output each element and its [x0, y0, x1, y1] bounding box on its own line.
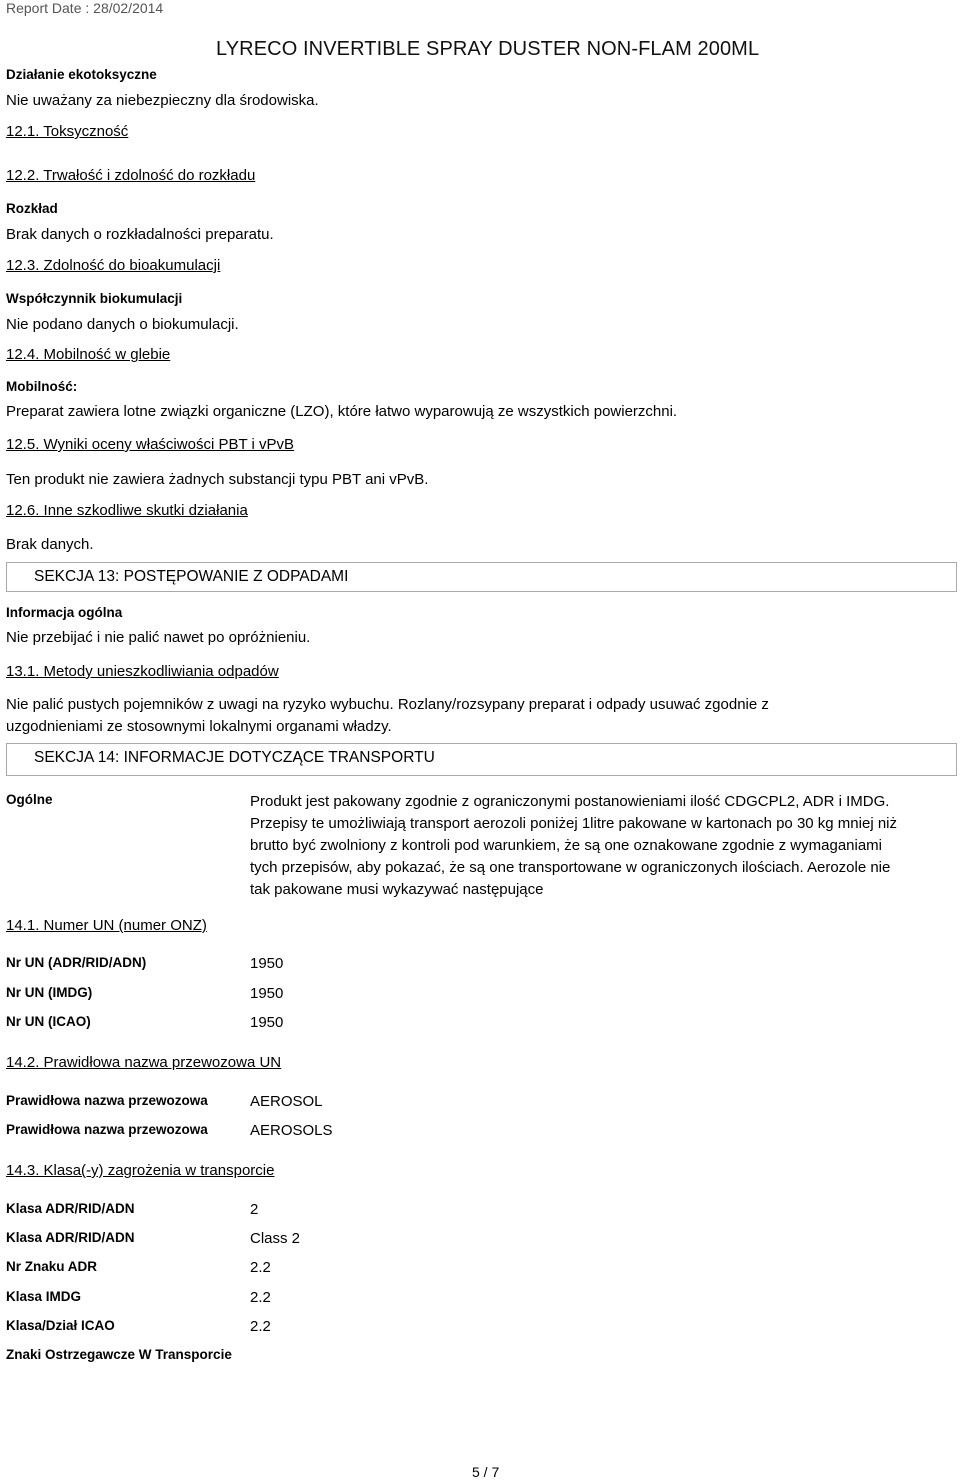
un-row-value: 1950	[250, 1014, 284, 1031]
hazard-class-value: 2.2	[250, 1318, 271, 1335]
un-row-label: Nr UN (ADR/RID/ADN)	[6, 955, 147, 970]
rozklad-text: Brak danych o rozkładalności preparatu.	[6, 226, 274, 243]
hazard-class-label: Znaki Ostrzegawcze W Transporcie	[6, 1347, 232, 1362]
hazard-class-label: Klasa IMDG	[6, 1289, 82, 1304]
un-row-value: 1950	[250, 955, 284, 972]
un-row-value: 1950	[250, 985, 284, 1002]
section-13-header	[6, 562, 957, 592]
report-date: Report Date : 28/02/2014	[6, 0, 164, 16]
heading-12-2: 12.2. Trwałość i zdolność do rozkładu	[6, 167, 256, 184]
shipping-name-value: AEROSOLS	[250, 1122, 333, 1139]
heading-12-3: 12.3. Zdolność do bioakumulacji	[6, 257, 221, 274]
mobility-text: Preparat zawiera lotne związki organiczne (LZO), które łatwo wyparowują ze wszystkich powierzchni.	[6, 403, 678, 420]
waste-general-label: Informacja ogólna	[6, 605, 123, 620]
transport-general-label: Ogólne	[6, 792, 53, 807]
other-effects-text: Brak danych.	[6, 536, 94, 553]
hazard-class-value: 2	[250, 1201, 259, 1218]
un-row-label: Nr UN (ICAO)	[6, 1014, 91, 1029]
transport-general-text: Produkt jest pakowany zgodnie z ograniczonymi postanowieniami ilość CDGCPL2, ADR i IMDG. Przepisy te umożliwiają transport aerozoli poniżej 1litre pakowane w kartonach po 30 kg mniej niż brutto być zwolniony z kontroli pod warunkiem, że są one oznakowane zgodnie z wymaganiami tych przepisów, aby pokazać, że są one transportowane w ograniczonych ilościach. Aerozole nie tak pakowane musi wykazywać następujące	[250, 793, 897, 898]
heading-13-1: 13.1. Metody unieszkodliwiania odpadów	[6, 663, 279, 680]
pbt-text: Ten produkt nie zawiera żadnych substancji typu PBT ani vPvB.	[6, 471, 429, 488]
ecotox-text: Nie uważany za niebezpieczny dla środowiska.	[6, 92, 319, 109]
hazard-class-label: Klasa/Dział ICAO	[6, 1318, 115, 1333]
mobility-label: Mobilność:	[6, 379, 78, 394]
shipping-name-value: AEROSOL	[250, 1093, 323, 1110]
hazard-class-label: Klasa ADR/RID/ADN	[6, 1230, 135, 1245]
heading-12-1: 12.1. Toksyczność	[6, 123, 129, 140]
shipping-name-label: Prawidłowa nazwa przewozowa	[6, 1122, 208, 1137]
section-14-title: SEKCJA 14: INFORMACJE DOTYCZĄCE TRANSPORTU	[34, 749, 435, 766]
heading-14-3: 14.3. Klasa(-y) zagrożenia w transporcie	[6, 1162, 275, 1179]
hazard-class-value: 2.2	[250, 1259, 271, 1276]
waste-general-text: Nie przebijać i nie palić nawet po opróżnieniu.	[6, 629, 311, 646]
document-title: LYRECO INVERTIBLE SPRAY DUSTER NON-FLAM 200ML	[216, 38, 760, 60]
heading-14-1: 14.1. Numer UN (numer ONZ)	[6, 917, 207, 934]
heading-12-4: 12.4. Mobilność w glebie	[6, 346, 171, 363]
bio-label: Współczynnik biokumulacji	[6, 291, 183, 306]
heading-14-2: 14.2. Prawidłowa nazwa przewozowa UN	[6, 1054, 282, 1071]
section-14-header	[6, 743, 957, 776]
section-13-title: SEKCJA 13: POSTĘPOWANIE Z ODPADAMI	[34, 568, 349, 585]
hazard-class-value: 2.2	[250, 1289, 271, 1306]
ecotox-label: Działanie ekotoksyczne	[6, 67, 157, 82]
rozklad-label: Rozkład	[6, 201, 58, 216]
hazard-class-value: Class 2	[250, 1230, 301, 1247]
bio-text: Nie podano danych o biokumulacji.	[6, 316, 239, 333]
heading-12-5: 12.5. Wyniki oceny właściwości PBT i vPvB	[6, 436, 295, 453]
page-number: 5 / 7	[472, 1464, 500, 1480]
hazard-class-label: Nr Znaku ADR	[6, 1259, 98, 1274]
hazard-class-label: Klasa ADR/RID/ADN	[6, 1201, 135, 1216]
heading-12-6: 12.6. Inne szkodliwe skutki działania	[6, 502, 248, 519]
waste-methods-text: Nie palić pustych pojemników z uwagi na ryzyko wybuchu. Rozlany/rozsypany preparat i odpady usuwać zgodnie z uzgodnieniami ze stosownymi lokalnymi organami władzy.	[6, 696, 769, 735]
shipping-name-label: Prawidłowa nazwa przewozowa	[6, 1093, 208, 1108]
un-row-label: Nr UN (IMDG)	[6, 985, 93, 1000]
